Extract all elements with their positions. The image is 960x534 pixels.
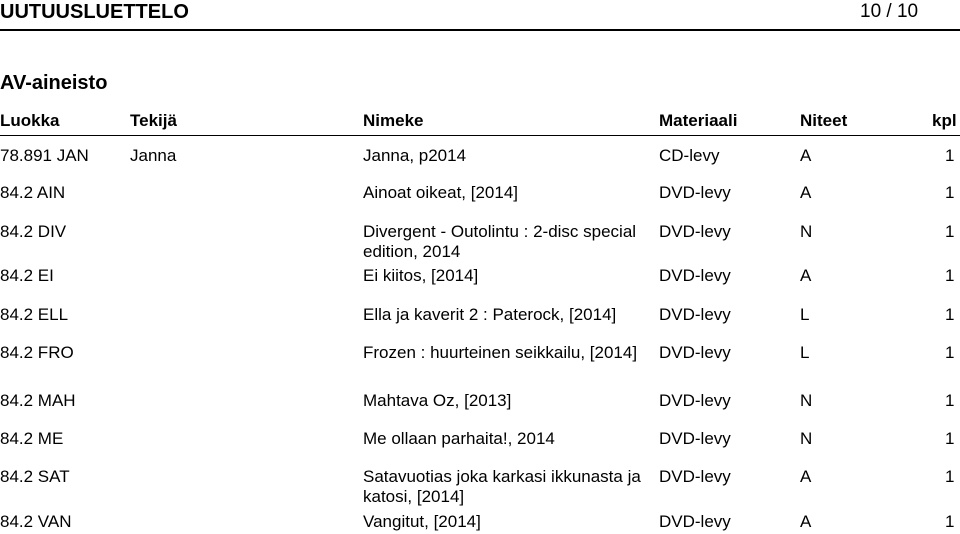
cell-materiaali: DVD-levy: [659, 266, 731, 285]
cell-niteet: A: [800, 467, 812, 486]
cell-luokka: 84.2 ELL: [0, 305, 69, 324]
cell-kpl: 1: [945, 391, 955, 410]
cell-niteet: A: [800, 266, 812, 285]
cell-niteet: N: [800, 391, 813, 410]
cell-materiaali: DVD-levy: [659, 467, 731, 486]
column-header-divider: [0, 135, 960, 136]
cell-luokka: 84.2 EI: [0, 266, 54, 285]
cell-kpl: 1: [945, 266, 955, 285]
cell-kpl: 1: [945, 343, 955, 362]
cell-luokka: 84.2 SAT: [0, 467, 70, 486]
cell-niteet: N: [800, 429, 813, 448]
cell-nimeke: Vangitut, [2014]: [363, 512, 481, 531]
column-header-luokka: Luokka: [0, 111, 60, 130]
cell-kpl: 1: [945, 146, 955, 165]
cell-nimeke: Divergent - Outolintu : 2-disc special edition, 2014: [363, 222, 637, 261]
cell-kpl: 1: [945, 512, 955, 531]
cell-kpl: 1: [945, 183, 955, 202]
cell-nimeke: Ella ja kaverit 2 : Paterock, [2014]: [363, 305, 617, 324]
column-header-materiaali: Materiaali: [659, 111, 738, 130]
cell-nimeke: Me ollaan parhaita!, 2014: [363, 429, 555, 448]
column-header-niteet: Niteet: [800, 111, 848, 130]
cell-niteet: L: [800, 343, 810, 362]
cell-luokka: 78.891 JAN: [0, 146, 89, 165]
cell-nimeke: Ainoat oikeat, [2014]: [363, 183, 519, 202]
cell-materiaali: CD-levy: [659, 146, 720, 165]
column-header-nimeke: Nimeke: [363, 111, 424, 130]
cell-materiaali: DVD-levy: [659, 183, 731, 202]
cell-luokka: 84.2 VAN: [0, 512, 72, 531]
cell-materiaali: DVD-levy: [659, 343, 731, 362]
cell-niteet: A: [800, 146, 812, 165]
cell-luokka: 84.2 MAH: [0, 391, 76, 410]
cell-materiaali: DVD-levy: [659, 391, 731, 410]
cell-tekija: Janna: [130, 146, 177, 165]
cell-materiaali: DVD-levy: [659, 512, 731, 531]
column-header-tekija: Tekijä: [130, 111, 177, 130]
cell-nimeke: Frozen : huurteinen seikkailu, [2014]: [363, 343, 638, 362]
cell-kpl: 1: [945, 429, 955, 448]
cell-kpl: 1: [945, 305, 955, 324]
cell-kpl: 1: [945, 467, 955, 486]
cell-nimeke: Janna, p2014: [363, 146, 467, 165]
cell-luokka: 84.2 AIN: [0, 183, 66, 202]
section-title: AV-aineisto: [0, 72, 108, 94]
column-header-kpl: kpl: [932, 111, 957, 130]
cell-niteet: L: [800, 305, 810, 324]
cell-luokka: 84.2 FRO: [0, 343, 74, 362]
cell-luokka: 84.2 DIV: [0, 222, 67, 241]
cell-materiaali: DVD-levy: [659, 429, 731, 448]
cell-niteet: N: [800, 222, 813, 241]
header-divider: [0, 29, 960, 31]
cell-materiaali: DVD-levy: [659, 222, 731, 241]
cell-kpl: 1: [945, 222, 955, 241]
cell-nimeke: Satavuotias joka karkasi ikkunasta ja katosi, [2014]: [363, 467, 641, 506]
cell-nimeke: Mahtava Oz, [2013]: [363, 391, 512, 410]
cell-materiaali: DVD-levy: [659, 305, 731, 324]
cell-niteet: A: [800, 512, 812, 531]
page-title: UUTUUSLUETTELO: [0, 1, 189, 23]
cell-luokka: 84.2 ME: [0, 429, 64, 448]
cell-niteet: A: [800, 183, 812, 202]
cell-nimeke: Ei kiitos, [2014]: [363, 266, 479, 285]
page-number: 10 / 10: [860, 1, 919, 22]
